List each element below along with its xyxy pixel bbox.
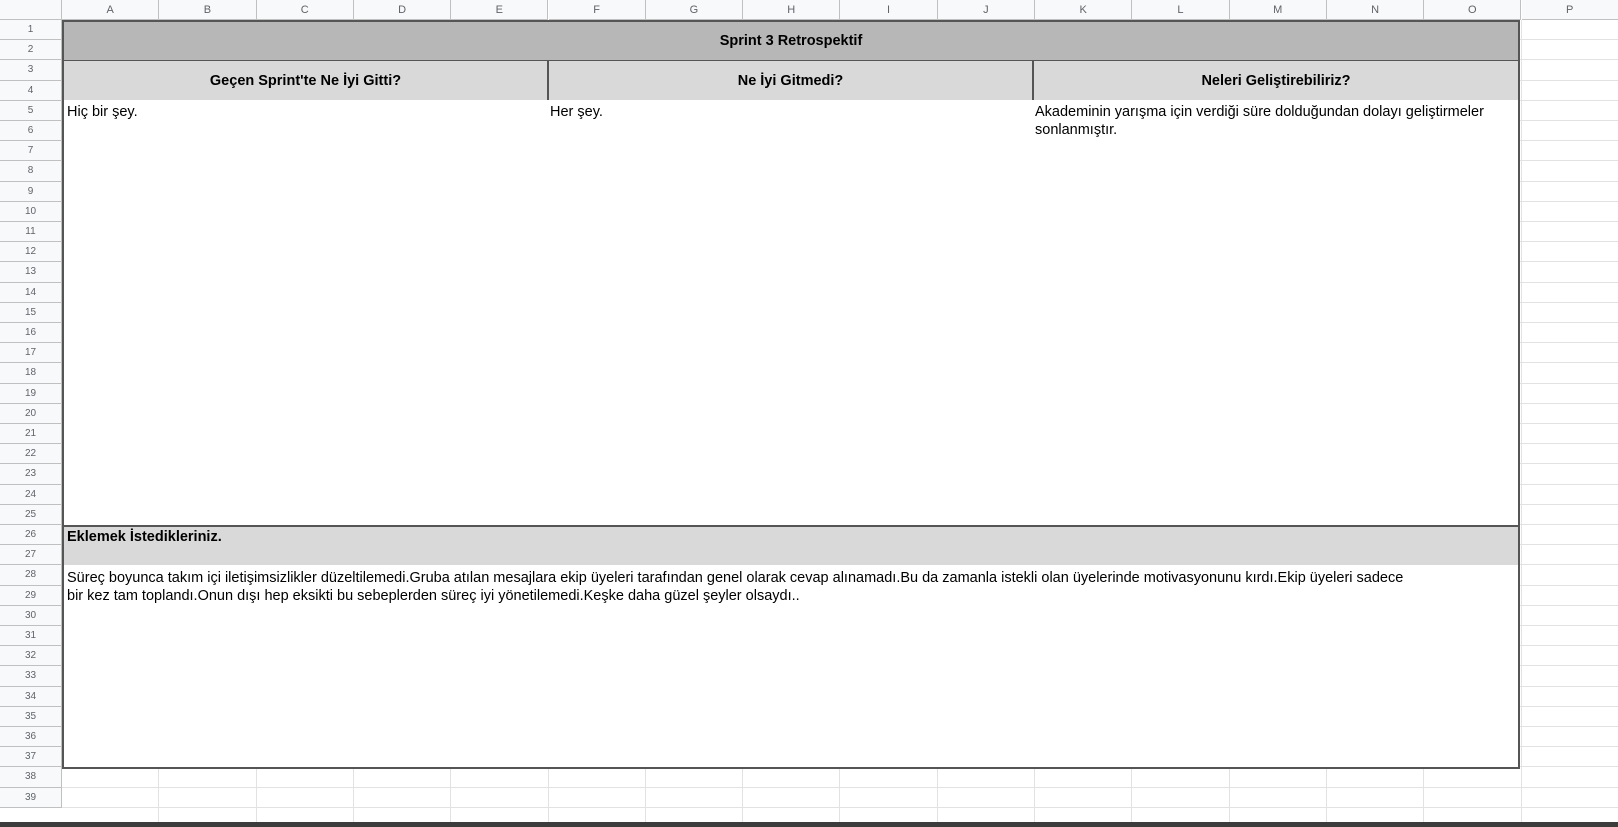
- row-header-13[interactable]: 13: [0, 262, 62, 282]
- went-wrong-header: Ne İyi Gitmedi?: [737, 72, 844, 89]
- row-gridline: [62, 807, 1618, 808]
- improve-cell[interactable]: [1032, 100, 1520, 527]
- column-header-m[interactable]: M: [1230, 0, 1327, 20]
- add-notes-cell[interactable]: [62, 565, 1520, 769]
- row-header-19[interactable]: 19: [0, 384, 62, 404]
- row-header-32[interactable]: 32: [0, 646, 62, 666]
- row-header-24[interactable]: 24: [0, 485, 62, 505]
- add-notes-line-2: bir kez tam toplandı.Onun dışı hep eksikti bu sebeplerden süreç iyi yönetilemedi.Keşke daha güzel şeyler olsaydı..: [67, 588, 800, 604]
- row-header-18[interactable]: 18: [0, 363, 62, 383]
- row-header-26[interactable]: 26: [0, 525, 62, 545]
- add-notes-header: Eklemek İstedikleriniz.: [67, 529, 222, 545]
- row-header-15[interactable]: 15: [0, 303, 62, 323]
- row-header-1[interactable]: 1: [0, 20, 62, 40]
- row-header-38[interactable]: 38: [0, 767, 62, 787]
- row-header-21[interactable]: 21: [0, 424, 62, 444]
- add-notes-line-1: Süreç boyunca takım içi iletişimsizlikler düzeltilemedi.Gruba atılan mesajlara ekip üyeleri tarafından genel olarak cevap alınamadı.Bu da zamanla istekli olan üyelerinde motivasyonunu kırdı.Ekip üyeleri sadece: [67, 570, 1404, 586]
- row-header-12[interactable]: 12: [0, 242, 62, 262]
- row-header-27[interactable]: 27: [0, 545, 62, 565]
- row-gridline: [62, 787, 1618, 788]
- column-header-j[interactable]: J: [938, 0, 1035, 20]
- row-header-37[interactable]: 37: [0, 747, 62, 767]
- column-header-n[interactable]: N: [1327, 0, 1424, 20]
- row-header-2[interactable]: 2: [0, 40, 62, 60]
- went-well-cell[interactable]: [62, 100, 549, 527]
- column-header-c[interactable]: C: [257, 0, 354, 20]
- row-header-10[interactable]: 10: [0, 202, 62, 222]
- row-header-23[interactable]: 23: [0, 464, 62, 484]
- row-header-28[interactable]: 28: [0, 565, 62, 585]
- bottom-toolbar-edge: [0, 822, 1618, 827]
- row-header-22[interactable]: 22: [0, 444, 62, 464]
- row-header-20[interactable]: 20: [0, 404, 62, 424]
- add-notes-header-cell[interactable]: [62, 525, 1520, 567]
- row-header-4[interactable]: 4: [0, 81, 62, 101]
- column-header-b[interactable]: B: [159, 0, 256, 20]
- went-well-header: Geçen Sprint'te Ne İyi Gitti?: [209, 72, 402, 89]
- improve-header-cell[interactable]: [1032, 61, 1520, 102]
- improve-header: Neleri Geliştirebiliriz?: [1201, 72, 1351, 89]
- column-header-i[interactable]: I: [840, 0, 937, 20]
- column-header-l[interactable]: L: [1132, 0, 1229, 20]
- row-header-34[interactable]: 34: [0, 687, 62, 707]
- went-wrong-text: Her şey.: [550, 104, 603, 120]
- row-header-5[interactable]: 5: [0, 101, 62, 121]
- went-wrong-header-cell[interactable]: [547, 61, 1034, 102]
- row-header-9[interactable]: 9: [0, 182, 62, 202]
- went-well-header-cell[interactable]: [62, 61, 549, 102]
- retro-title-cell[interactable]: [62, 20, 1520, 62]
- column-header-d[interactable]: D: [354, 0, 451, 20]
- row-header-30[interactable]: 30: [0, 606, 62, 626]
- improve-text: Akademinin yarışma için verdiği süre dolduğundan dolayı geliştirmeler sonlanmıştır.: [1035, 104, 1484, 138]
- went-wrong-cell[interactable]: [547, 100, 1034, 527]
- row-header-29[interactable]: 29: [0, 586, 62, 606]
- column-header-g[interactable]: G: [646, 0, 743, 20]
- row-header-33[interactable]: 33: [0, 666, 62, 686]
- column-header-o[interactable]: O: [1424, 0, 1521, 20]
- column-header-e[interactable]: E: [451, 0, 548, 20]
- row-header-8[interactable]: 8: [0, 161, 62, 181]
- row-header-7[interactable]: 7: [0, 141, 62, 161]
- row-header-14[interactable]: 14: [0, 283, 62, 303]
- went-well-text: Hiç bir şey.: [67, 104, 138, 120]
- column-header-k[interactable]: K: [1035, 0, 1132, 20]
- row-header-39[interactable]: 39: [0, 788, 62, 808]
- row-header-6[interactable]: 6: [0, 121, 62, 141]
- select-all-corner[interactable]: [0, 0, 62, 20]
- row-header-35[interactable]: 35: [0, 707, 62, 727]
- row-header-3[interactable]: 3: [0, 60, 62, 80]
- retro-title: Sprint 3 Retrospektif: [719, 33, 863, 49]
- row-header-17[interactable]: 17: [0, 343, 62, 363]
- row-header-36[interactable]: 36: [0, 727, 62, 747]
- row-header-16[interactable]: 16: [0, 323, 62, 343]
- column-header-a[interactable]: A: [62, 0, 159, 20]
- column-header-h[interactable]: H: [743, 0, 840, 20]
- row-header-31[interactable]: 31: [0, 626, 62, 646]
- row-header-11[interactable]: 11: [0, 222, 62, 242]
- column-header-f[interactable]: F: [549, 0, 646, 20]
- column-header-p[interactable]: P: [1522, 0, 1618, 20]
- row-header-25[interactable]: 25: [0, 505, 62, 525]
